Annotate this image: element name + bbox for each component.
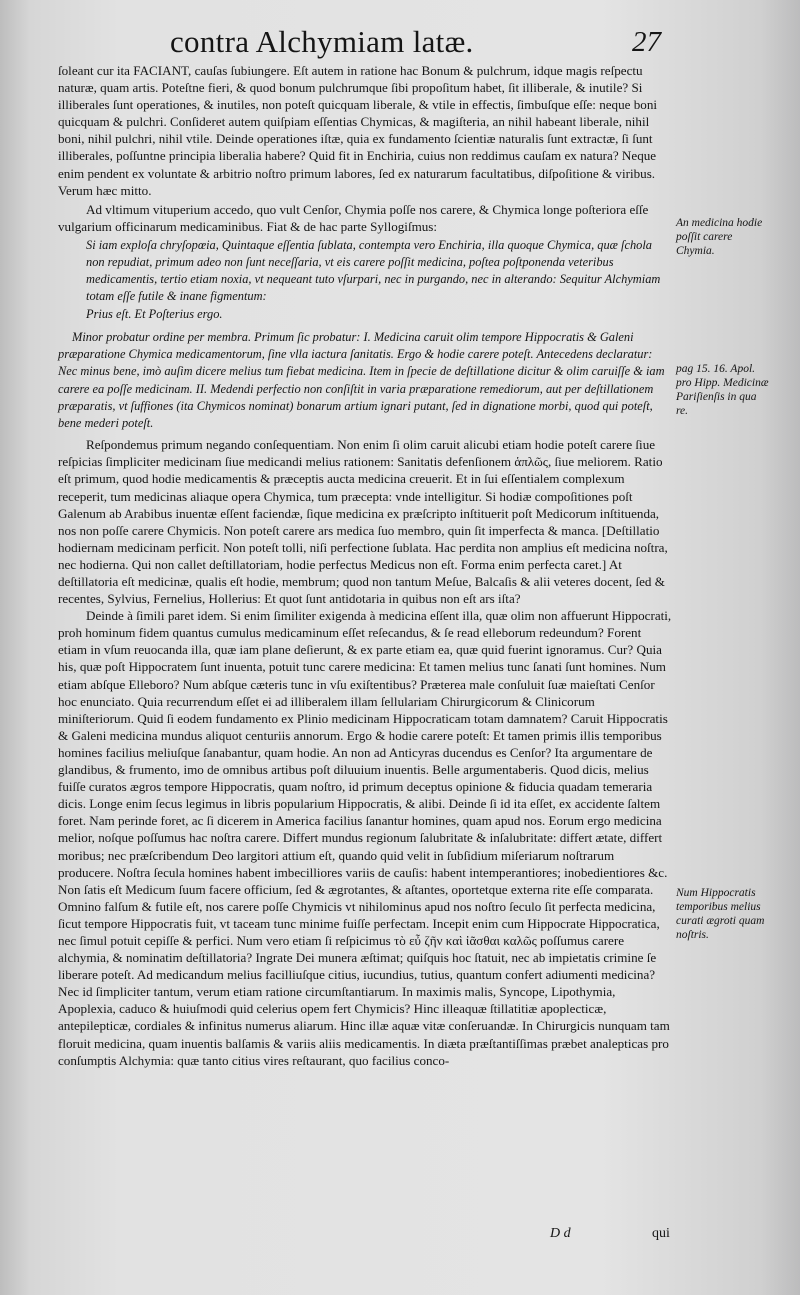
catchword: qui — [652, 1226, 670, 1241]
paragraph-response: Reſpondemus primum negando conſequentiam. Non enim ſi olim caruit alicubi etiam hodie poteſt carere ſiue reſpicias ſimpliciter medicinam ſiue medicandi melius rationem: Sanitatis defenſionem ἁπλῶς, ſiue meliorem. Ratio eſt primum, quod hodie medicamentis & præceptis aucta medicina creuerit. Et in ſui eſſentialem complexum receperit, tum medicinas aliaque opera Chymica, tum præcepta: vnde intelligitur. Si hodiæ compoſitiones poſt Galenum ab Arabibus inuentæ eſſent faciendæ, ſique medicina ex præſcripto inſtituerit poſt Medicorum inſtituenda, nos non poſſe carere Chymicis. Non poteſt carere ars medica ſuo membro, quin ſit imperfecta & manca. [Deſtillatio hodiernam medicinam perficit. Non poteſt tolli, niſi perfectione ſublata. Hac perdita non amplius eſt medicina noſtra, nec hodierna. Qui non callet deſtillatoriam, hodie perfectus Medicus non eſt. Forma enim perfecta caret.] At deſtillatoria eſt medicinæ, qualis eſt hodie, membrum; quod non tantum Meſue, Balcaſis & alii veteres docent, ſed & recentes, Sylvius, Fernelius, Hollerius: Et quot ſunt antidotaria in quibus non eſt ars iſta? — [58, 437, 668, 607]
syllogism-conclusion: Prius eſt. Et Poſterius ergo. — [86, 306, 223, 321]
paragraph-intro: ſoleant cur ita FACIANT, cauſas ſubiungere. Eſt autem in ratione hac Bonum & pulchrum, idque magis reſpectu naturæ, quam artis. Poteſtne fieri, & quod bonum pulchrumque ſibi propoſitum habet, ſit illiberale, & inutile? Si illiberales ſunt operationes, & inutiles, non poteſt quicquam liberale, & vtile in effectis, ſimbuſque eſſe: neque boni quicquam & pulchri. Conſideret autem quiſpiam eſſentias Chymicas, & magiſteria, an nihil habeant liberale, nihil boni, nihil pulchri, nihil vtile. Deinde operationes iſtæ, quia ex fundamento ſcientiæ naturalis ſunt extractæ, ſi ſunt illiberales, poſſuntne principia liberalia habere? Quid fit in Enchiria, cuius non reddimus cauſam ex natura? Neque enim pendent ex voluntate & arbitrio noſtro primum labores, ſed ex naturarum facultatibus, diſpoſitione & viribus. Verum hæc mitto. — [58, 63, 658, 198]
margin-note: An medicina hodie poſſit carere Chymia. — [676, 217, 763, 257]
page-header — [170, 24, 670, 64]
syllogism-major: Si iam exploſa chryſopœia, Quintaque eſſentia ſublata, contempta vero Enchiria, illa quoque Chymica, quæ ſchola non repudiat, primum adeo non ſunt neceſſaria, vt eis carere poſſit medicina, poſtea poſtponenda veteribus medicamentis, tertio etiam noxia, vt nequeant tuto vſurpari, nec in purgando, nec in alterando: Sequitur Alchymiam totam eſſe futile & inane figmentum: — [86, 237, 661, 303]
running-title: contra Alchymiam latæ. — [170, 24, 474, 59]
paragraph-similarity: Deinde à ſimili paret idem. Si enim ſimiliter exigenda à medicina eſſent illa, quæ olim non affuerunt Hippocrati, proh hominum fidem quantus cumulus medicaminum eſſet reſecandus, & ſe read elleborum redeundum? Forent etiam in vſum reuocanda illa, quæ iam plane deſierunt, & ex parte etiam ea, quæ quid fuerint ignoramus. Cur? Quia his, quæ poſt Hippocratem ſunt inuenta, potuit tunc carere medicina: Et tamen melius tunc ſanati ſunt homines. Num etiam abſque Elleboro? Num abſque cæteris tunc in vſu exiſtentibus? Præterea male conſuluit ſuæ maieſtati Cenſor hoc enunciato. Quia recurrendum eſſet ei ad illiberalem illam ſellulariam Chirurgicorum & Clinicorum miniſteriorum. Quid ſi eodem fundamento ex Plinio medicinam Hippocraticam totam damnatem? Caruit Hippocratis & Galeni medicina mundus aliquot centuriis annorum. Ergo & hodie carere poteſt: Et tamen primis illis temporibus homines facilius meliuſque ſanabantur, quam hodie. An non ad Anticyras ducendus es Cenſor? Ita argumentare de glandibus, & frumento, imo de omnibus artibus poſt diluuium inuentis. Belle argumentaberis. Quod dicis, melius fuiſſe curatos ægros tempore Hippocratis, quam noſtro, id primum deceptus opinione & fiducia quadam temeraria dicis. Longe enim ſecus legimus in libris popularium Hippocratis, & alibi. Deinde ſi id ita eſſet, ex accidente ſaltem foret. Nam perinde foret, ac ſi dicerem in America facilius ſanantur homines, quam apud nos. Eorum ergo medicina melior, noſque poſſumus hac noſtra carere. Differt mundus regionum ſalubritate & inſalubritate: differt ætate, differt moribus; nec præſcribendum Deo largitori attium eſt, quando quid velit in ſubſidium miſeriarum noſtrarum producere. Noſtra ſecula homines habent imbecilliores variis de cauſis: habent intemperantiores; inobedientiores &c. Non ſatis eſt Medicum ſuum facere officium, ſed & ægrotantes, & aſtantes, oportetque externa rite eſſe comparata. Omnino falſum & futile eſt, nos carere poſſe Chymicis vt nihilominus apud nos noſtro ſeculo ſit perfecta medicina, ſicut tempore Hippocratis fuit, vt taceam tunc minime fuiſſe perfectam. Incepit enim cum Hippocrate Hippocratica, nec ſimul potuit cepiſſe & perfici. Num vero etiam ſi reſpicimus τὸ εὖ ζῆν καὶ ἰᾶσθαι καλῶς poſſumus carere alchymia, & nominatim deſtillatoria? Ingrate Dei munera æſtimat; quiſquis hoc ſtatuit, nec ab impietatis crimine ſe liberare poteſt. Ad medicandum melius facilliuſque citius, iucundius, tutius, quantum confert adiumenti medicina? Nec id ſimpliciter tantum, verum etiam ratione circumſtantiarum. In maximis malis, Syncope, Lipothymia, Apoplexia, caduco & huiuſmodi quid celerius opem fert Chymicis? Hinc illeaquæ ſtillatitiæ apoplecticæ, antepilepticæ, cordiales & infinitus numerus aliarum. Hinc illæ aquæ vitæ conſeruandæ. In Chirurgicis nunquam tam floruit medicina, quam inuentis balſamis & variis aliis medicamentis. In diæta præſtantiſſimas præbet analepticas pro conſumptis Alchymia: quæ tanto citius vires reſtaurant, quo facilius conco- — [58, 608, 672, 1068]
signature-mark: D d — [550, 1226, 571, 1241]
margin-note: pag 15. 16. Apol. pro Hipp. Medicinæ Pariſienſis in qua re. — [676, 363, 769, 417]
minor-proof: Minor probatur ordine per membra. Primum ſic probatur: I. Medicina caruit olim tempore Hippocratis & Galeni præparatione Chymica medicamentorum, ſine vlla iactura ſanitatis. Ergo & hodie carere poteſt. Antecedens declaratur: Nec minus bene, imò auſim dicere melius tum fiebat medicina. Item in ſpecie de deſtillatione dicitur & olim caruiſſe & iam carere ea poſſe medicinam. II. Medendi perfectio non conſiſtit in varia præparatione remediorum, aut per deſtillationem præparatis, vt ſuffiones (ita Chymicos nominat) bonarum artium ignari putant, ſed in dignatione morbi, quod qui poteſt, bene mederi poteſt. — [58, 330, 665, 431]
paragraph-vituperium: Ad vltimum vituperium accedo, quo vult Cenſor, Chymia poſſe nos carere, & Chymica longe poſteriora eſſe vulgarium officinarum medicaminibus. Fiat & de hac parte Syllogiſmus: — [58, 201, 649, 234]
main-text-column — [58, 62, 672, 1069]
page-number: 27 — [632, 26, 661, 58]
margin-note: Num Hippocratis temporibus melius curati ægroti quam noſtris. — [676, 887, 765, 941]
